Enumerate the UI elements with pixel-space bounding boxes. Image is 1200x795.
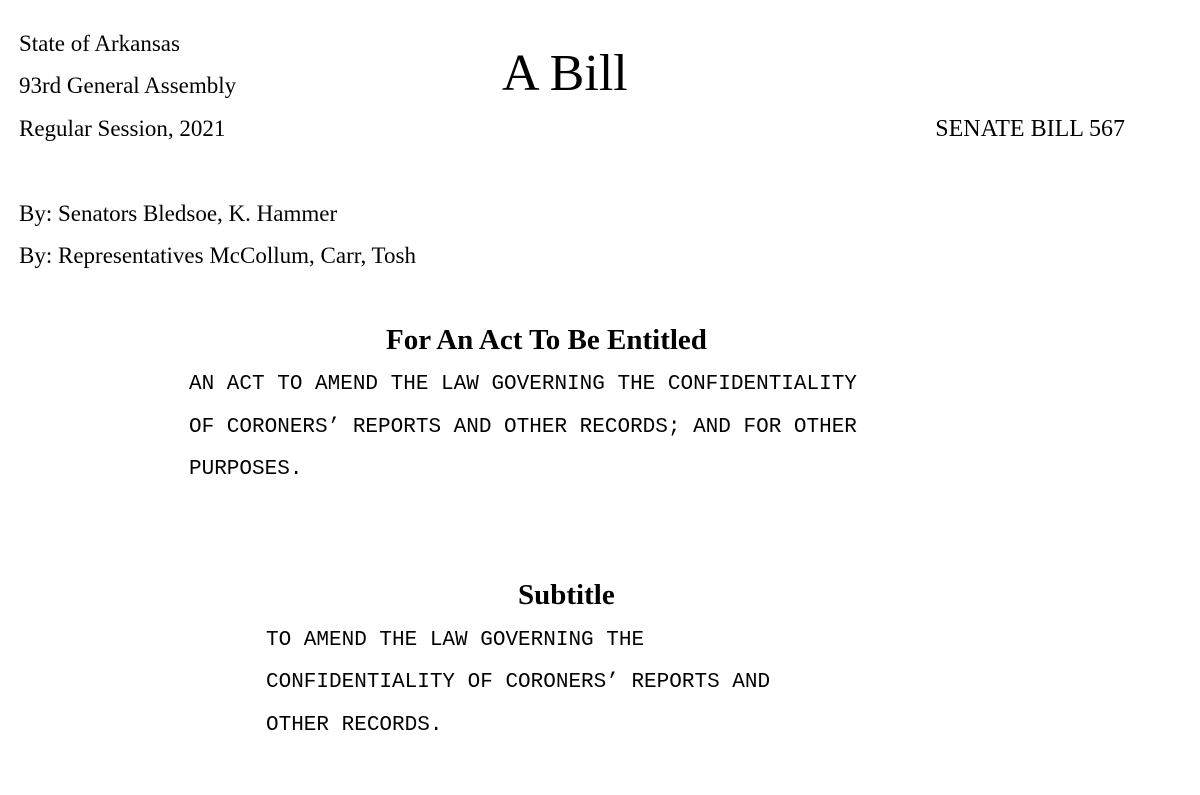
subtitle-line: TO AMEND THE LAW GOVERNING THE <box>266 629 645 652</box>
act-title-line: AN ACT TO AMEND THE LAW GOVERNING THE CONFIDENTIALITY <box>189 373 857 396</box>
act-title-line: OF CORONERS’ REPORTS AND OTHER RECORDS; AND FOR OTHER <box>189 416 857 439</box>
senate-sponsors: By: Senators Bledsoe, K. Hammer <box>19 201 338 226</box>
act-title-line: PURPOSES. <box>189 458 303 481</box>
house-sponsors: By: Representatives McCollum, Carr, Tosh <box>19 243 416 268</box>
general-assembly: 93rd General Assembly <box>19 73 237 98</box>
state-name: State of Arkansas <box>19 31 180 56</box>
subtitle-line: OTHER RECORDS. <box>266 714 443 737</box>
document-title: A Bill <box>502 45 628 102</box>
subtitle-heading: Subtitle <box>518 579 615 611</box>
session-label: Regular Session, 2021 <box>19 116 226 141</box>
subtitle-line: CONFIDENTIALITY OF CORONERS’ REPORTS AND <box>266 671 771 694</box>
bill-number: SENATE BILL 567 <box>935 116 1125 142</box>
entitled-heading: For An Act To Be Entitled <box>386 324 707 356</box>
